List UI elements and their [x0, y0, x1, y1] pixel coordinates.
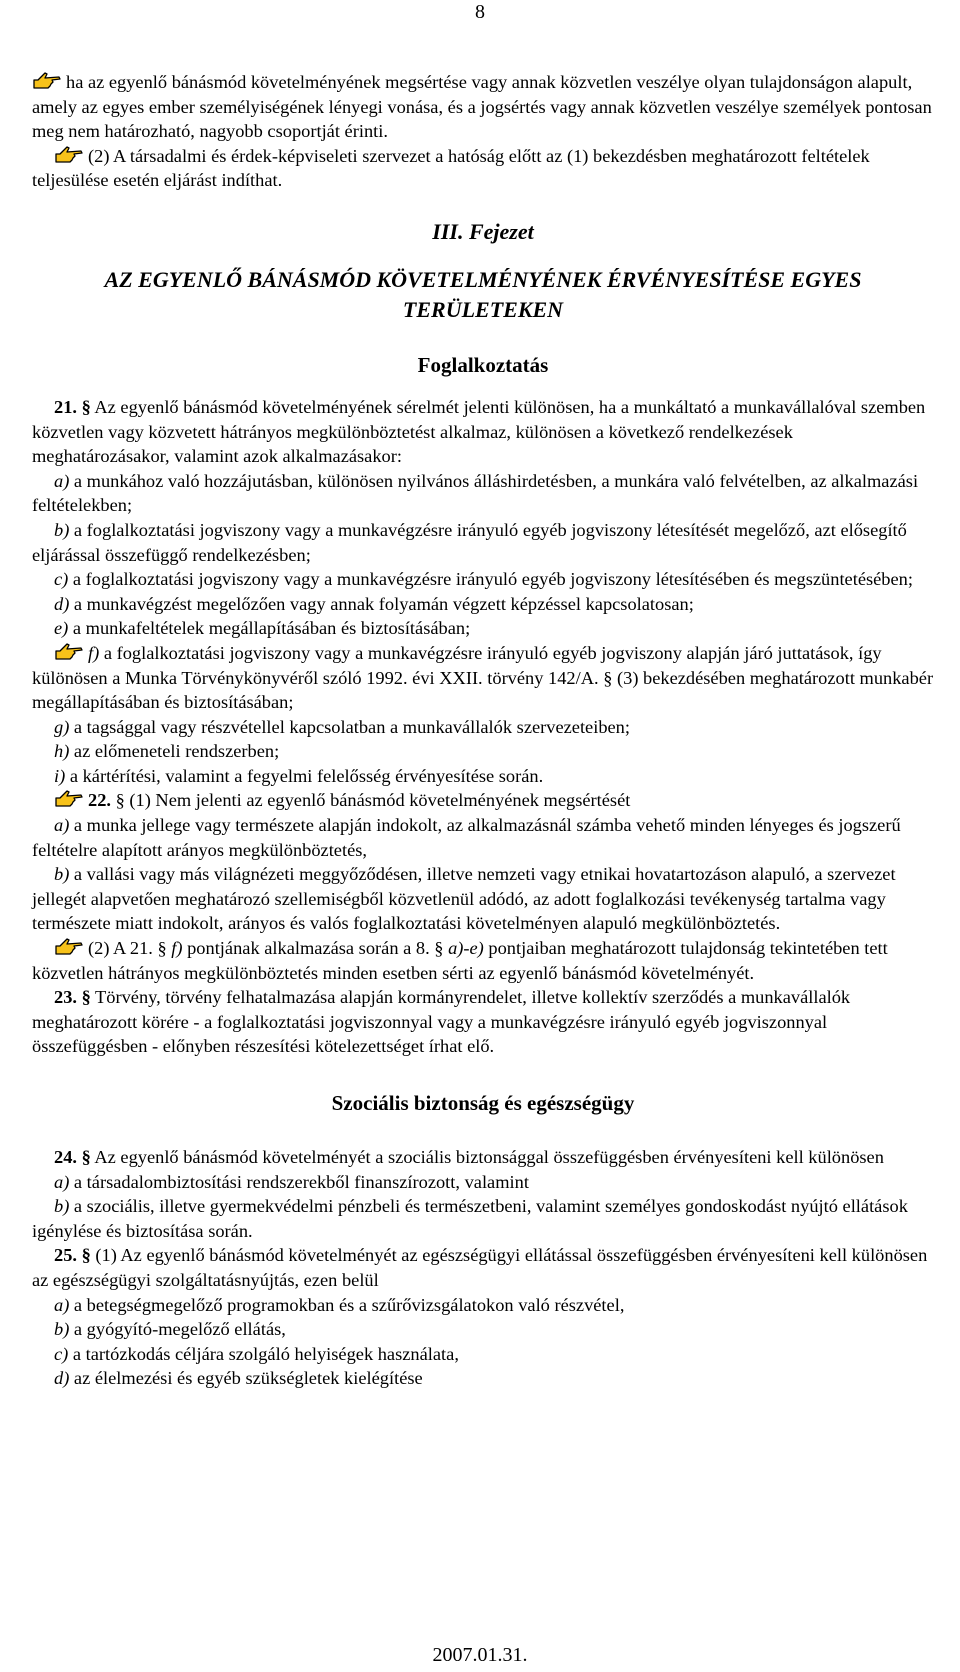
text-part: (2) A 21. § — [88, 938, 172, 959]
list-item — [32, 641, 934, 715]
pointing-hand-icon[interactable] — [32, 71, 62, 91]
list-21 — [32, 469, 934, 789]
item-letter: d) — [54, 593, 70, 614]
item-text: az élelmezési és egyéb szükségletek kielégítése — [69, 1368, 423, 1389]
text-part-italic: f) — [171, 938, 183, 959]
section-21 — [32, 395, 934, 469]
section-number: 22. — [88, 790, 111, 811]
item-letter: f) — [88, 642, 100, 663]
item-text: a foglalkoztatási jogviszony vagy a munkavégzésre irányuló egyéb jogviszony alapján járó juttatások, így különösen a Munka Törvénykönyvéről szóló 1992. évi XXII. törvény 142/A. § (3) bekezdésében meghatározott munkabér megállapításában és biztosításában; — [32, 642, 934, 713]
list-item — [32, 813, 934, 862]
list-item — [32, 567, 934, 592]
pointing-hand-icon[interactable] — [54, 937, 84, 957]
item-text: a foglalkoztatási jogviszony vagy a munkavégzésre irányuló egyéb jogviszony létesítésében és megszüntetésében; — [68, 569, 913, 590]
paragraph-p2 — [32, 144, 934, 193]
section-number: 21. § — [54, 396, 91, 417]
p2-text: (2) A társadalmi és érdek-képviseleti szervezet a hatóság előtt az (1) bekezdésben meghatározott feltételek teljesülése esetén eljárást indíthat. — [32, 145, 870, 191]
list-item — [32, 764, 934, 789]
item-letter: g) — [54, 716, 70, 737]
item-letter: a) — [54, 1294, 70, 1315]
list-22 — [32, 813, 934, 936]
item-text: a gyógyító-megelőző ellátás, — [69, 1319, 286, 1340]
item-text: a tagsággal vagy részvétellel kapcsolatban a munkavállalók szervezeteiben; — [69, 716, 630, 737]
item-letter: d) — [54, 1368, 70, 1389]
item-text: az előmeneteli rendszerben; — [69, 741, 280, 762]
item-text: a munkafeltételek megállapításában és biztosításában; — [68, 618, 471, 639]
item-text: a társadalombiztosítási rendszerekből finanszírozott, valamint — [69, 1171, 529, 1192]
item-letter: a) — [54, 470, 70, 491]
chapter-title: AZ EGYENLŐ BÁNÁSMÓD KÖVETELMÉNYÉNEK ÉRVÉNYESÍTÉSE EGYES TERÜLETEKEN — [104, 266, 862, 322]
item-letter: b) — [54, 1319, 70, 1340]
list-item — [32, 469, 934, 518]
item-letter: b) — [54, 864, 70, 885]
item-letter: a) — [54, 1171, 70, 1192]
section-number: 23. § — [54, 987, 91, 1008]
list-item — [32, 715, 934, 740]
list-item — [32, 592, 934, 617]
item-letter: h) — [54, 741, 70, 762]
text-part: pontjának alkalmazása során a 8. § — [182, 938, 449, 959]
section-number: 25. § — [54, 1245, 91, 1266]
text-part: pontjaiban meghatározott tulajdonság tekintetében tett közvetlen hátrányos megkülönböztetés minden esetben sérti az egyenlő bánásmód követelményét. — [32, 938, 888, 983]
item-text: a vallási vagy más világnézeti meggyőződésen, illetve nemzeti vagy etnikai hovatartozáson alapuló, a szervezet jellegét alapvetően meghatározó szellemiségből közvetlenül adódó, az adott foglalkozási tevékenység tartalma vagy természete miatt indokolt, arányos és valós foglalkoztatási követelményen alapuló megkülönböztetés. — [32, 864, 896, 934]
item-letter: c) — [54, 569, 69, 590]
item-text: a szociális, illetve gyermekvédelmi pénzbeli és természetbeni, valamint személyes gondoskodást nyújtó ellátások igénylése és biztosítása során. — [32, 1196, 908, 1241]
list-item — [32, 1317, 934, 1342]
item-text: a munkavégzést megelőzően vagy annak folyamán végzett képzéssel kapcsolatosan; — [69, 593, 694, 614]
section-text: Törvény, törvény felhatalmazása alapján kormányrendelet, illetve kollektív szerződés a munkavállalók meghatározott körére - a foglalkoztatási jogviszonnyal vagy a munkavégzésre irányuló egyéb jogviszonnyal összefüggésben - előnyben részesítési kötelezettséget írhat elő. — [32, 987, 851, 1057]
section-text: Az egyenlő bánásmód követelményének sérelmét jelenti különösen, ha a munkáltató a munkavállalóval szemben közvetlen vagy közvetett hátrányos megkülönböztetést alkalmaz, különösen a következő rendelkezések meghatározásakor, valamint azok alkalmazásakor: — [32, 396, 926, 467]
item-text: a munkához való hozzájutásban, különösen nyilvános álláshirdetésben, a munkára való felvételben, az alkalmazási feltételekben; — [32, 470, 919, 516]
list-item — [32, 739, 934, 764]
list-item — [32, 1170, 934, 1195]
item-letter: e) — [54, 618, 69, 639]
pointing-hand-icon[interactable] — [54, 145, 84, 165]
item-text: a kártérítési, valamint a fegyelmi felelősség érvényesítése során. — [65, 765, 544, 786]
item-letter: a) — [54, 815, 70, 836]
section-text: Az egyenlő bánásmód követelményét a szociális biztonsággal összefüggésben érvényesíteni kell különösen — [90, 1147, 884, 1167]
list-item — [32, 616, 934, 641]
text-part-italic: a)-e) — [448, 938, 484, 959]
list-item — [32, 518, 934, 567]
section-heading-szocialis: Szociális biztonság és egészségügy — [331, 1091, 635, 1115]
p1-text: ha az egyenlő bánásmód követelményének megsértése vagy annak közvetlen veszélye olyan tulajdonságon alapult, amely az egyes ember személyiségének lényegi vonása, és a jogsértés vagy annak közvetlen veszélye személyek pontosan meg nem határozható, nagyobb csoportját érinti. — [32, 72, 932, 142]
section-24 — [32, 1145, 934, 1170]
chapter-heading: III. Fejezet — [432, 218, 534, 244]
pointing-hand-icon[interactable] — [54, 642, 84, 662]
section-text: § (1) Nem jelenti az egyenlő bánásmód követelményének megsértését — [111, 790, 631, 811]
item-text: a betegségmegelőző programokban és a szűrővizsgálatokon való részvétel, — [69, 1294, 625, 1315]
section-25 — [32, 1243, 934, 1292]
section-text: (1) Az egyenlő bánásmód követelményét az egészségügyi ellátással összefüggésben érvényesíteni kell különösen az egészségügyi szolgáltatásnyújtás, ezen belül — [32, 1245, 928, 1290]
paragraph-p1 — [32, 70, 934, 144]
list-item — [32, 1194, 934, 1243]
item-letter: c) — [54, 1343, 69, 1364]
item-text: a foglalkoztatási jogviszony vagy a munkavégzésre irányuló egyéb jogviszony létesítését megelőző, azt elősegítő eljárással összefüggő rendelkezésben; — [32, 519, 907, 565]
section-22 — [32, 788, 934, 813]
list-item — [32, 862, 934, 936]
pointing-hand-icon[interactable] — [54, 789, 84, 809]
list-item — [32, 1293, 934, 1318]
item-letter: i) — [54, 765, 66, 786]
item-text: a munka jellege vagy természete alapján indokolt, az alkalmazásnál számba vehető minden lényeges és jogszerű feltételre alapított arányos megkülönböztetés, — [32, 815, 901, 860]
list-item — [32, 1342, 934, 1367]
document-body — [32, 70, 934, 1391]
page-footer-date: 2007.01.31. — [432, 1644, 528, 1666]
section-heading-foglalkoztatas: Foglalkoztatás — [417, 352, 549, 377]
item-text: a tartózkodás céljára szolgáló helyiségek használata, — [68, 1343, 459, 1364]
list-24 — [32, 1170, 934, 1244]
section-23 — [32, 985, 934, 1059]
list-item — [32, 1366, 934, 1391]
section-22-2 — [32, 936, 934, 985]
item-letter: b) — [54, 519, 70, 540]
list-25 — [32, 1293, 934, 1391]
page-number: 8 — [475, 1, 485, 23]
section-number: 24. § — [54, 1147, 91, 1167]
item-letter: b) — [54, 1196, 70, 1217]
